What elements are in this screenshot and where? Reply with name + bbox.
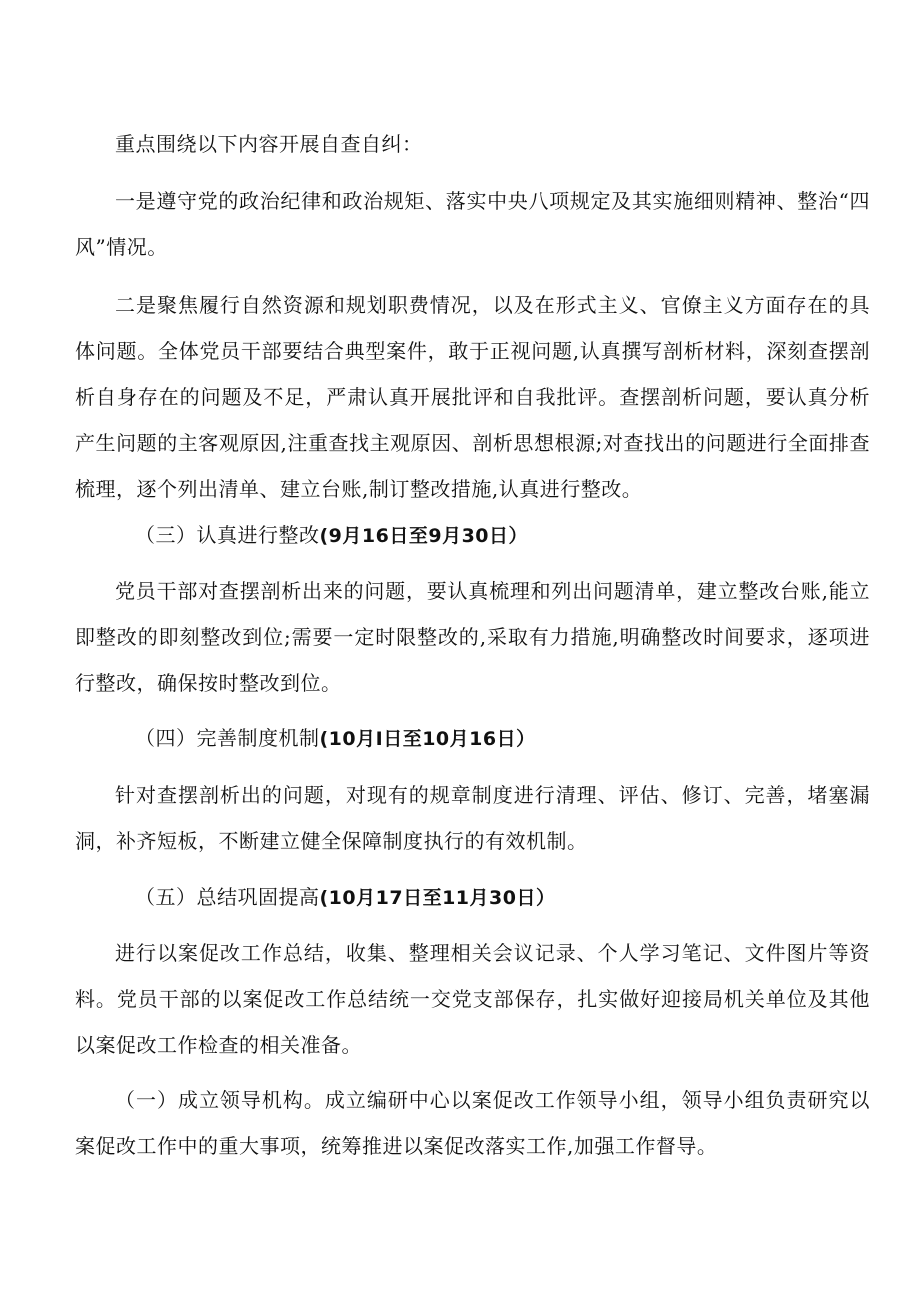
paragraph-item-two: 二是聚焦履行自然资源和规划职费情况，以及在形式主义、官僚主义方面存在的具体问题。全体党员干部要结合典型案件，敢于正视问题,认真撰写剖析材料，深刻查摆剖析自身存在的问题及不足，严肃认真开展批评和自我批评。查摆剖析问题，要认真分析产生问题的主客观原因,注重查找主观原因、剖析思想根源;对查找出的问题进行全面排查梳理，逐个列出清单、建立台账,制订整改措施,认真进行整改。 xyxy=(75,293,870,501)
paragraph-rectification: 党员干部对查摆剖析出来的问题，要认真梳理和列出问题清单，建立整改台账,能立即整改的即刻整改到位;需要一定时限整改的,采取有力措施,明确整改时间要求，逐项进行整改，确保按时整改到位。 xyxy=(75,579,870,695)
section-heading-4 xyxy=(75,715,870,762)
paragraph-item-one: 一是遵守党的政治纪律和政治规矩、落实中央八项规定及其实施细则精神、整治“四风”情况。 xyxy=(75,189,870,259)
section-heading-4-title: （四）完善制度机制 xyxy=(135,726,320,750)
section-heading-3-title: （三）认真进行整改 xyxy=(135,523,320,547)
paragraph-system: 针对查摆剖析出的问题，对现有的规章制度进行清理、评估、修订、完善，堵塞漏洞，补齐短板，不断建立健全保障制度执行的有效机制。 xyxy=(75,783,870,853)
section-heading-5 xyxy=(75,874,870,921)
paragraph-summary: 进行以案促改工作总结，收集、整理相关会议记录、个人学习笔记、文件图片等资料。党员干部的以案促改工作总结统一交党支部保存，扎实做好迎接局机关单位及其他以案促改工作检查的相关准备。 xyxy=(75,941,870,1057)
section-heading-5-title: （五）总结巩固提高 xyxy=(135,885,320,909)
section-heading-3 xyxy=(75,512,870,559)
paragraph-intro: 重点围绕以下内容开展自查自纠： xyxy=(115,132,423,156)
section-heading-5-date: (10月17日至11月30日） xyxy=(319,887,556,909)
paragraph-leadership: （一）成立领导机构。成立编研中心以案促改工作领导小组，领导小组负责研究以案促改工作中的重大事项，统筹推进以案促改落实工作,加强工作督导。 xyxy=(75,1088,870,1158)
section-heading-3-date: (9月16日至9月30日） xyxy=(319,525,529,547)
section-heading-4-date: (10月I日至10月16日） xyxy=(319,728,536,750)
